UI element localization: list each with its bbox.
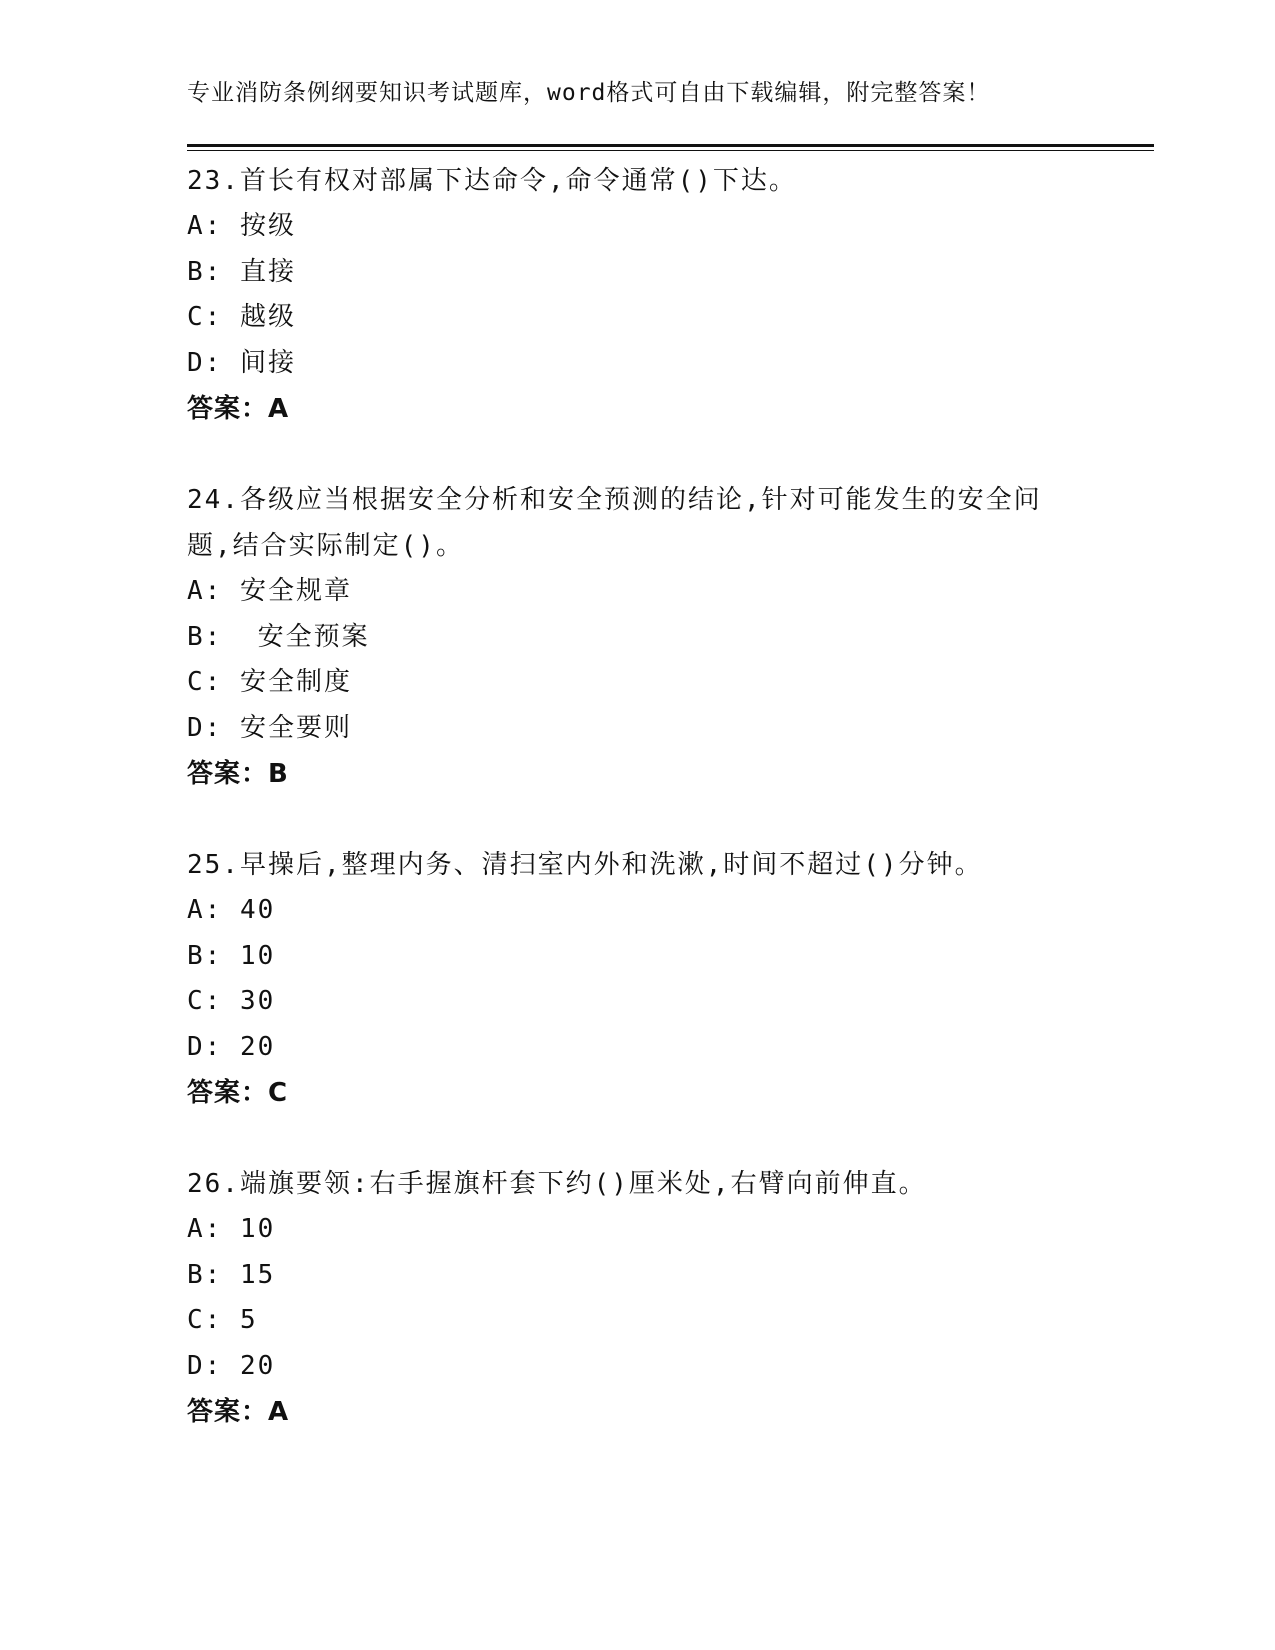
header-rule-thick	[187, 144, 1154, 147]
document-header: 专业消防条例纲要知识考试题库，word格式可自由下载编辑，附完整答案！	[187, 80, 991, 106]
answer-label: 答案：A	[187, 394, 290, 424]
question-stem: 24.各级应当根据安全分析和安全预测的结论,针对可能发生的安全问题,结合实际制定()。	[187, 485, 1042, 561]
question-stem: 25.早操后,整理内务、清扫室内外和洗漱,时间不超过()分钟。	[187, 850, 983, 880]
option-a: A: 10	[187, 1214, 276, 1244]
option-c: C: 5	[187, 1305, 258, 1335]
option-d: D: 间接	[187, 347, 296, 378]
answer-label: 答案：C	[187, 1078, 289, 1108]
question-stem: 26.端旗要领:右手握旗杆套下约()厘米处,右臂向前伸直。	[187, 1169, 927, 1199]
option-c: C: 安全制度	[187, 667, 352, 697]
question-list	[187, 158, 1087, 1480]
answer-label: 答案：B	[187, 759, 289, 789]
option-c: C: 越级	[187, 302, 296, 332]
question-23	[187, 158, 1087, 432]
option-d: D: 20	[187, 1350, 276, 1381]
option-a: A: 安全规章	[187, 576, 352, 606]
option-d: D: 20	[187, 1031, 276, 1062]
header-rule-thin	[187, 150, 1154, 151]
option-a: A: 按级	[187, 211, 296, 241]
option-a: A: 40	[187, 895, 276, 925]
question-25	[187, 842, 1087, 1116]
option-b: B: 直接	[187, 256, 296, 287]
option-b: B: 15	[187, 1259, 276, 1290]
question-24	[187, 477, 1087, 797]
option-b: B: 10	[187, 940, 276, 971]
option-c: C: 30	[187, 986, 276, 1016]
question-stem: 23.首长有权对部属下达命令,命令通常()下达。	[187, 166, 797, 196]
option-d: D: 安全要则	[187, 712, 352, 743]
answer-label: 答案：A	[187, 1397, 290, 1427]
question-26	[187, 1161, 1087, 1435]
option-b: B: 安全预案	[187, 621, 370, 652]
